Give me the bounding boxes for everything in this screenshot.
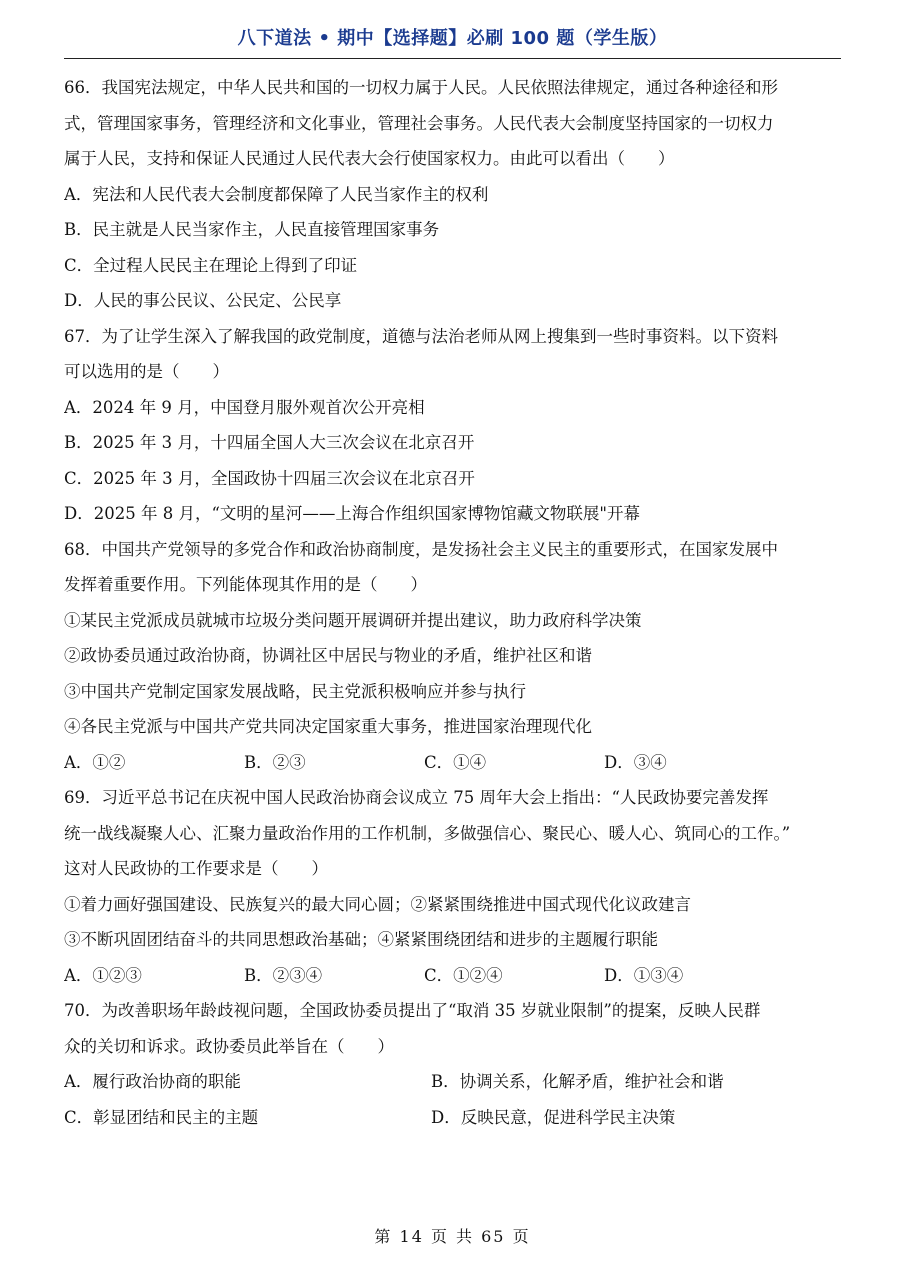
option-a: A．履行政治协商的职能: [64, 1072, 241, 1091]
question-stem-line: 67．为了让学生深入了解我国的政党制度，道德与法治老师从网上搜集到一些时事资料。以下资料: [64, 326, 778, 346]
option-d: D．①③④: [604, 965, 684, 985]
question-stem-line: 式，管理国家事务，管理经济和文化事业，管理社会事务。人民代表大会制度坚持国家的一切权力: [64, 113, 774, 133]
option-d: D．③④: [604, 752, 667, 772]
question-stem-line: 众的关切和诉求。政协委员此举旨在（ ）: [64, 1036, 394, 1056]
option-a: A．①②③: [64, 965, 142, 985]
option-c: C．①④: [424, 752, 487, 772]
option-b: B．2025 年 3 月，十四届全国人大三次会议在北京召开: [64, 433, 475, 452]
question-69: [64, 780, 841, 993]
option-b: B．民主就是人民当家作主，人民直接管理国家事务: [64, 220, 440, 239]
option-c: C．①②④: [424, 965, 503, 985]
question-stem-line: 发挥着重要作用。下列能体现其作用的是（ ）: [64, 575, 427, 594]
statement-1: ①某民主党派成员就城市垃圾分类问题开展调研并提出建议，助力政府科学决策: [64, 610, 642, 630]
statement-3: ③中国共产党制定国家发展战略，民主党派积极响应并参与执行: [64, 681, 526, 701]
question-stem-line: 68．中国共产党领导的多党合作和政治协商制度，是发扬社会主义民主的重要形式，在国家发展中: [64, 539, 778, 559]
option-d: D．人民的事公民议、公民定、公民享: [64, 291, 342, 310]
option-b: B．协调关系，化解矛盾，维护社会和谐: [431, 1072, 724, 1091]
question-stem-line: 统一战线凝聚人心、汇聚力量政治作用的工作机制，多做强信心、聚民心、暖人心、筑同心的工作。”: [64, 823, 791, 843]
question-stem-line: 69．习近平总书记在庆祝中国人民政治协商会议成立 75 周年大会上指出：“人民政协要完善发挥: [64, 788, 769, 807]
statement-2: ②政协委员通过政治协商，协调社区中居民与物业的矛盾，维护社区和谐: [64, 646, 592, 665]
question-stem-line: 这对人民政协的工作要求是（ ）: [64, 859, 328, 878]
question-68: [64, 532, 841, 781]
option-d: D．反映民意，促进科学民主决策: [431, 1107, 676, 1127]
question-stem-line: 可以选用的是（ ）: [64, 362, 229, 381]
option-d: D．2025 年 8 月，“文明的星河——上海合作组织国家博物馆藏文物联展"开幕: [64, 504, 640, 523]
option-c: C．全过程人民民主在理论上得到了印证: [64, 255, 358, 275]
question-70: [64, 993, 841, 1135]
question-66: [64, 70, 841, 319]
question-stem-line: 66．我国宪法规定，中华人民共和国的一切权力属于人民。人民依照法律规定，通过各种途径和形: [64, 78, 778, 97]
header-title: 八下道法 • 期中【选择题】必刷 100 题（学生版）: [237, 28, 668, 49]
option-b: B．②③: [244, 752, 306, 772]
statement-4: ④各民主党派与中国共产党共同决定国家重大事务，推进国家治理现代化: [64, 717, 592, 736]
question-67: [64, 319, 841, 532]
header-rule: [64, 58, 841, 59]
option-c: C．2025 年 3 月，全国政协十四届三次会议在北京召开: [64, 468, 475, 488]
statement-line: ③不断巩固团结奋斗的共同思想政治基础；④紧紧围绕团结和进步的主题履行职能: [64, 930, 658, 949]
options-row: [64, 1064, 841, 1100]
page-header: [64, 0, 841, 58]
option-a: A．2024 年 9 月，中国登月服外观首次公开亮相: [64, 397, 425, 417]
question-stem-line: 70．为改善职场年龄歧视问题，全国政协委员提出了“取消 35 岁就业限制”的提案，反映人民群: [64, 1001, 761, 1020]
question-stem-line: 属于人民，支持和保证人民通过人民代表大会行使国家权力。由此可以看出（ ）: [64, 149, 675, 168]
options-row: [64, 745, 841, 781]
option-a: A．宪法和人民代表大会制度都保障了人民当家作主的权利: [64, 184, 489, 204]
option-b: B．②③④: [244, 965, 323, 985]
options-row: [64, 1100, 841, 1136]
statement-line: ①着力画好强国建设、民族复兴的最大同心圆；②紧紧围绕推进中国式现代化议政建言: [64, 894, 691, 914]
option-a: A．①②: [64, 752, 126, 772]
options-row: [64, 958, 841, 994]
question-list: [64, 70, 841, 1135]
page-number: 第 14 页 共 65 页: [374, 1227, 531, 1246]
option-c: C．彰显团结和民主的主题: [64, 1107, 259, 1127]
